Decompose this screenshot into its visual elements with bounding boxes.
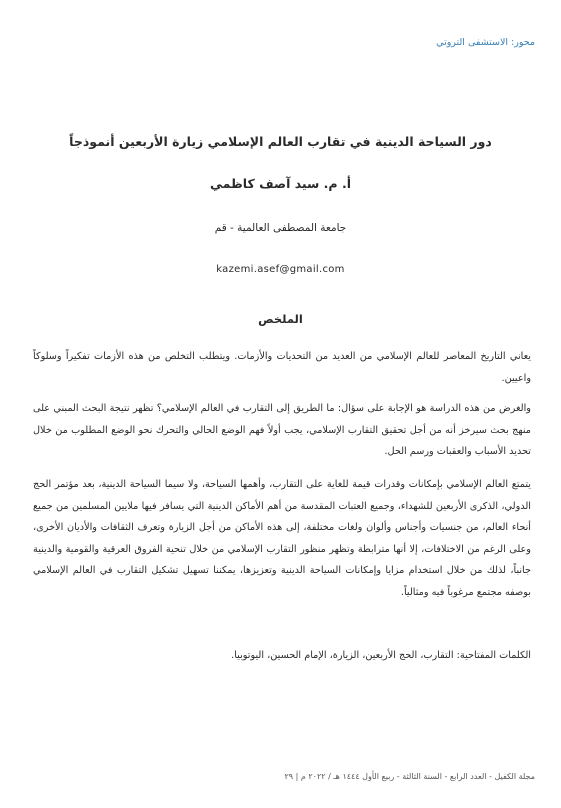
page-footer: مجلة الكفيل - العدد الرابع - السنة الثالثة - ربيع الأول ١٤٤٤ هـ / ٢٠٢٢ م | ٢٩	[284, 772, 535, 781]
abstract-paragraph: والغرض من هذه الدراسة هو الإجابة على سؤال: ما الطريق إلى التقارب في العالم الإسلامي؟ تظهر نتيجة البحث المبني على منهج بحث سيرخز أنه من أجل تحقيق التقارب الإسلامي، يجب أولاً فهم الوضع الحالي والتحرك نحو الوضع المطلوب من خلال تحديد الأسباب والعقبات ورسم الحل.	[33, 403, 531, 458]
author-email: kazemi.asef@gmail.com	[216, 264, 345, 275]
author-name: أ. م. سيد آصف كاظمي	[210, 176, 351, 191]
author-affiliation: جامعة المصطفى العالمية - قم	[214, 222, 347, 234]
abstract-paragraph: يتمتع العالم الإسلامي بإمكانات وقدرات قيمة للغاية على التقارب، وأهمها السياحة، ولا سيما السياحة الدينية، بعد مؤتمر الحج الدولي، الذكرى الأربعين للشهداء، وجميع العتبات المقدسة من أهم الأماكن الدينية التي يسافر فيها ملايين المسلمين من جميع أنحاء العالم، من جنسيات وأجناس وألوان ولغات مختلفة، إلى هذه الأماكن من أجل الزيارة وتعرف الثقافات والأديان الأخرى، وعلى الرغم من الاختلافات، إلا أنها مترابطة وتظهر منظور التقارب الإسلامي من خلال تنحية الفروق العرقية والقومية والدينية جانباً، لذلك من خلال استخدام مزايا وإمكانات السياحة الدينية وتعزيزها، يمكننا تسهيل تشكيل التقارب في العالم الإسلامي بوصفه مجتمع مرغوباً فيه ومثالياً.	[33, 479, 531, 598]
keywords-line: الكلمات المفتاحية: التقارب، الحج الأربعين، الزيارة، الإمام الحسين، اليوتوبيا.	[231, 650, 531, 661]
running-head: محور: الاستشفى التروتي	[436, 37, 535, 48]
article-title: دور السياحة الدينية في تقارب العالم الإسلامي زيارة الأربعين أنموذجاً	[69, 134, 492, 149]
abstract-paragraph: يعاني التاريخ المعاصر للعالم الإسلامي من العديد من التحديات والأزمات. ويتطلب التخلص من هذه الأزمات تفكيراً وسلوكاً واعيين.	[33, 351, 531, 384]
abstract-heading: الملخص	[258, 312, 303, 326]
